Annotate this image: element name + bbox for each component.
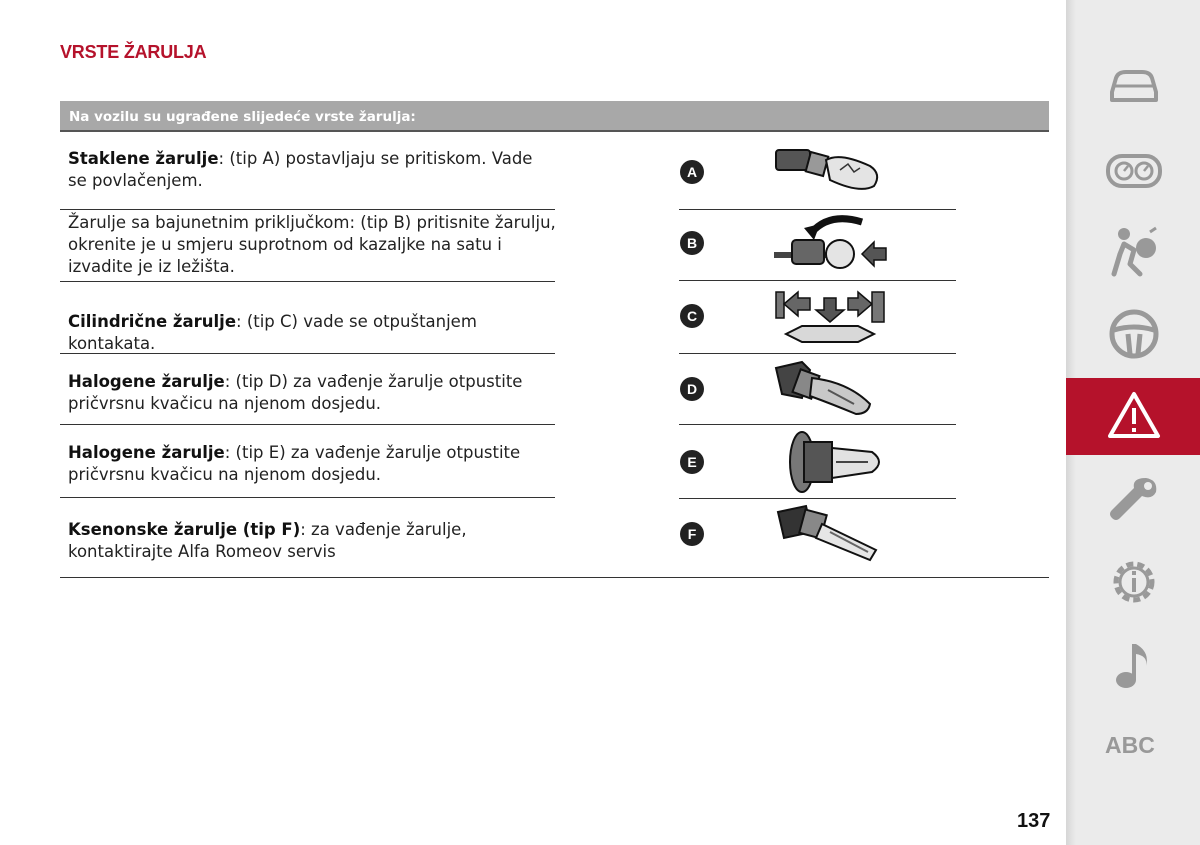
- row-rest: : za vađenje žarulje, kontaktirajte Alfa Romeov servis: [68, 520, 467, 561]
- row-rest: : (tip D) za vađenje žarulje otpustite pričvrsnu kvačicu na njenom dosjedu.: [68, 372, 523, 413]
- steering-wheel-icon[interactable]: [1106, 306, 1162, 362]
- chapter-sidebar: [1066, 0, 1200, 845]
- info-gear-icon[interactable]: [1106, 554, 1162, 610]
- row-bold: Halogene žarulje: [68, 443, 225, 462]
- section-title: VRSTE ŽARULJA: [60, 42, 207, 62]
- wrench-icon[interactable]: [1106, 472, 1162, 528]
- halogen-bulb-d-icon: [772, 358, 878, 420]
- badge-e: E: [680, 450, 704, 474]
- row-divider: [60, 497, 555, 498]
- table-header: [60, 101, 1049, 132]
- row-rest: : (tip C) vade se otpuštanjem kontakata.: [68, 312, 477, 353]
- image-divider: [679, 498, 956, 499]
- bayonet-bulb-icon: [770, 210, 890, 276]
- glass-bulb-icon: [770, 142, 890, 198]
- badge-d: D: [680, 377, 704, 401]
- row-text-d: [68, 371, 528, 415]
- warning-icon[interactable]: [1106, 388, 1162, 444]
- row-bold: Ksenonske žarulje (tip F): [68, 520, 301, 539]
- row-bold: Staklene žarulje: [68, 149, 219, 168]
- row-bold: Halogene žarulje: [68, 372, 225, 391]
- badge-f: F: [680, 522, 704, 546]
- table-bottom-line: [60, 577, 1049, 578]
- car-icon[interactable]: [1106, 58, 1162, 114]
- image-divider: [679, 280, 956, 281]
- image-divider: [679, 353, 956, 354]
- row-rest: : (tip A) postavljaju se pritiskom. Vade se povlačenjem.: [68, 149, 533, 190]
- row-text-e: [68, 442, 528, 486]
- dashboard-icon[interactable]: [1106, 142, 1162, 198]
- page-number: 137: [1017, 810, 1051, 832]
- row-text-a: [68, 148, 548, 192]
- table-header-text: Na vozilu su ugrađene slijedeće vrste žarulja:: [69, 109, 416, 125]
- xenon-bulb-icon: [772, 502, 886, 566]
- row-rest: Žarulje sa bajunetnim priključkom: (tip B) pritisnite žarulju, okrenite je u smjeru suprotnom od kazaljke na satu i izvadite je iz ležišta.: [68, 213, 556, 276]
- row-rest: : (tip E) za vađenje žarulje otpustite pričvrsnu kvačicu na njenom dosjedu.: [68, 443, 521, 484]
- row-text-b: [68, 212, 563, 278]
- row-divider: [60, 209, 555, 210]
- row-divider: [60, 353, 555, 354]
- row-divider: [60, 281, 555, 282]
- row-divider: [60, 424, 555, 425]
- music-note-icon[interactable]: [1106, 636, 1162, 692]
- row-bold: Cilindrične žarulje: [68, 312, 237, 331]
- cylindrical-bulb-icon: [772, 286, 892, 348]
- row-text-c: [68, 311, 563, 355]
- airbag-icon[interactable]: [1106, 224, 1162, 280]
- badge-c: C: [680, 304, 704, 328]
- badge-a: A: [680, 160, 704, 184]
- badge-b: B: [680, 231, 704, 255]
- halogen-bulb-e-icon: [776, 428, 892, 496]
- abc-index-link[interactable]: ABC: [1105, 732, 1155, 758]
- image-divider: [679, 424, 956, 425]
- row-text-f: [68, 519, 528, 563]
